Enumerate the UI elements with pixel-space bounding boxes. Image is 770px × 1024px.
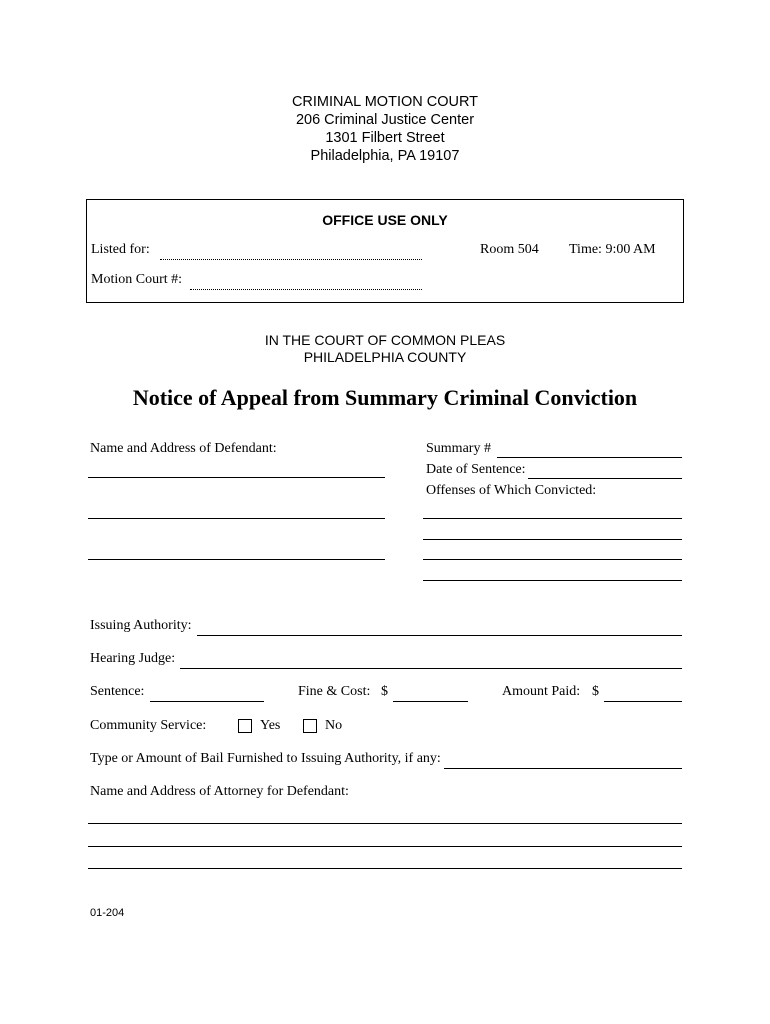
offenses-line-1[interactable]: [423, 518, 682, 519]
no-checkbox[interactable]: [303, 719, 317, 733]
issuing-authority-label: Issuing Authority:: [90, 618, 192, 633]
court-line-1: IN THE COURT OF COMMON PLEAS: [264, 332, 506, 348]
motion-court-label: Motion Court #:: [91, 272, 183, 287]
offenses-line-3[interactable]: [423, 559, 682, 560]
listed-for-field[interactable]: [160, 259, 422, 260]
attorney-line-1[interactable]: [88, 823, 682, 824]
defendant-line-1[interactable]: [88, 477, 385, 478]
bail-field[interactable]: [444, 768, 682, 769]
room-label: Room 504: [480, 242, 539, 257]
amount-paid-currency: $: [592, 684, 599, 699]
amount-paid-field[interactable]: [604, 701, 682, 702]
defendant-label: Name and Address of Defendant:: [90, 441, 277, 456]
amount-paid-label: Amount Paid:: [502, 684, 581, 699]
fine-cost-field[interactable]: [393, 701, 468, 702]
listed-for-label: Listed for:: [91, 242, 150, 257]
form-number: 01-204: [90, 907, 125, 919]
yes-checkbox[interactable]: [238, 719, 252, 733]
motion-court-field[interactable]: [190, 289, 422, 290]
summary-label: Summary #: [426, 441, 491, 456]
attorney-line-3[interactable]: [88, 868, 682, 869]
office-use-title: OFFICE USE ONLY: [322, 212, 448, 228]
no-label: No: [325, 718, 343, 733]
attorney-label: Name and Address of Attorney for Defendant:: [90, 784, 349, 799]
hearing-judge-label: Hearing Judge:: [90, 651, 176, 666]
fine-cost-label: Fine & Cost:: [298, 684, 371, 699]
court-address-header: [0, 93, 770, 165]
header-line-4: Philadelphia, PA 19107: [310, 148, 460, 164]
court-line-2: PHILADELPHIA COUNTY: [303, 349, 467, 365]
court-name: [0, 332, 770, 366]
hearing-judge-field[interactable]: [180, 668, 682, 669]
defendant-line-2[interactable]: [88, 518, 385, 519]
community-service-label: Community Service:: [90, 718, 207, 733]
date-of-sentence-label: Date of Sentence:: [426, 462, 526, 477]
yes-label: Yes: [260, 718, 281, 733]
header-line-2: 206 Criminal Justice Center: [295, 112, 475, 128]
fine-cost-currency: $: [381, 684, 388, 699]
issuing-authority-field[interactable]: [197, 635, 682, 636]
sentence-field[interactable]: [150, 701, 264, 702]
date-of-sentence-field[interactable]: [528, 478, 682, 479]
offenses-label: Offenses of Which Convicted:: [426, 483, 597, 498]
header-line-3: 1301 Filbert Street: [325, 130, 445, 146]
offenses-line-4[interactable]: [423, 580, 682, 581]
time-label: Time: 9:00 AM: [569, 242, 656, 257]
summary-field[interactable]: [497, 457, 682, 458]
offenses-line-2[interactable]: [423, 539, 682, 540]
attorney-line-2[interactable]: [88, 846, 682, 847]
sentence-label: Sentence:: [90, 684, 145, 699]
defendant-line-3[interactable]: [88, 559, 385, 560]
office-use-box: [86, 199, 684, 303]
bail-label: Type or Amount of Bail Furnished to Issuing Authority, if any:: [90, 751, 441, 766]
document-title: Notice of Appeal from Summary Criminal Conviction: [132, 385, 638, 410]
header-line-1: CRIMINAL MOTION COURT: [291, 94, 479, 110]
